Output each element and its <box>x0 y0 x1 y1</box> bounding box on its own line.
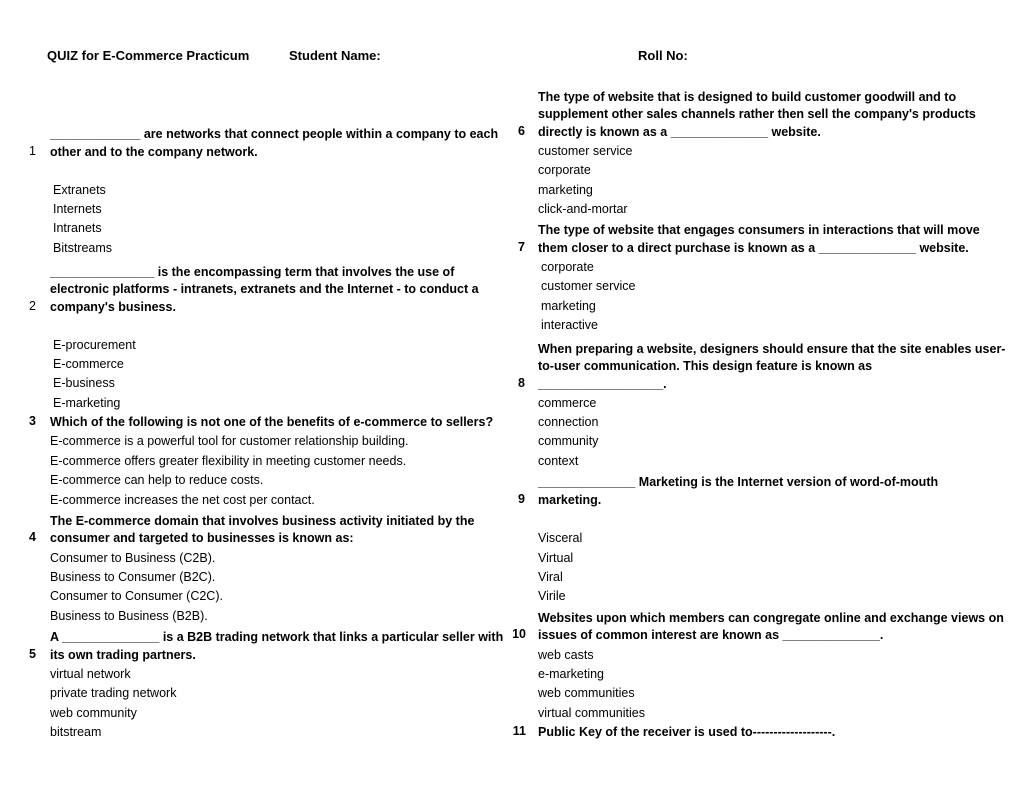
answer-option: E-commerce can help to reduce costs. <box>50 473 264 487</box>
answer-option: bitstream <box>50 725 102 739</box>
answer-option: web community <box>50 706 137 720</box>
answer-option: Internets <box>53 202 102 216</box>
answer-option: corporate <box>538 163 591 177</box>
answer-option: customer service <box>541 279 636 293</box>
roll-no-label: Roll No: <box>638 48 688 63</box>
question-text-line: Websites upon which members can congregate online and exchange views on <box>538 611 1004 625</box>
question-text-line: _______________ is the encompassing term that involves the use of <box>50 265 455 279</box>
answer-option: context <box>538 454 579 468</box>
answer-option: Intranets <box>53 221 102 235</box>
answer-option: customer service <box>538 144 633 158</box>
question-text-line: directly is known as a ______________ website. <box>538 125 821 139</box>
answer-option: commerce <box>538 396 597 410</box>
question-number: 10 <box>512 627 526 641</box>
answer-option: click-and-mortar <box>538 202 628 216</box>
question-text-line: Public Key of the receiver is used to-------------------. <box>538 725 836 739</box>
question-text-line: issues of common interest are known as ______________. <box>538 628 884 642</box>
question-text-line: __________________. <box>538 377 667 391</box>
answer-option: connection <box>538 415 599 429</box>
answer-option: E-business <box>53 376 115 390</box>
question-number: 3 <box>29 414 36 428</box>
quiz-title: QUIZ for E-Commerce Practicum <box>47 48 250 63</box>
answer-option: virtual communities <box>538 706 645 720</box>
answer-option: Virtual <box>538 551 574 565</box>
question-number: 8 <box>518 376 525 390</box>
answer-option: Bitstreams <box>53 241 113 255</box>
question-text-line: A ______________ is a B2B trading network that links a particular seller with <box>50 630 504 644</box>
question-text-line: supplement other sales channels rather then sell the company's products <box>538 107 976 121</box>
answer-option: web casts <box>538 648 594 662</box>
question-text-line: them closer to a direct purchase is known as a ______________ website. <box>538 241 969 255</box>
question-number: 1 <box>29 144 36 158</box>
answer-option: Visceral <box>538 531 583 545</box>
answer-option: corporate <box>541 260 594 274</box>
answer-option: community <box>538 434 599 448</box>
answer-option: Consumer to Consumer (C2C). <box>50 589 223 603</box>
question-number: 2 <box>29 299 36 313</box>
answer-option: Consumer to Business (C2B). <box>50 551 216 565</box>
question-text-line: electronic platforms - intranets, extranets and the Internet - to conduct a <box>50 282 479 296</box>
answer-option: e-marketing <box>538 667 604 681</box>
question-number: 11 <box>512 724 526 738</box>
answer-option: E-commerce <box>53 357 124 371</box>
student-name-label: Student Name: <box>289 48 381 63</box>
answer-option: marketing <box>538 183 593 197</box>
answer-option: Business to Consumer (B2C). <box>50 570 216 584</box>
answer-option: web communities <box>538 686 635 700</box>
answer-option: Business to Business (B2B). <box>50 609 208 623</box>
question-text-line: ______________ Marketing is the Internet version of word-of-mouth <box>538 475 939 489</box>
question-number: 7 <box>518 240 525 254</box>
answer-option: private trading network <box>50 686 177 700</box>
question-text-line: The E-commerce domain that involves business activity initiated by the <box>50 514 475 528</box>
answer-option: virtual network <box>50 667 131 681</box>
answer-option: Virile <box>538 589 566 603</box>
question-text-line: company's business. <box>50 300 176 314</box>
answer-option: Extranets <box>53 183 106 197</box>
answer-option: E-procurement <box>53 338 136 352</box>
answer-option: Viral <box>538 570 563 584</box>
answer-option: E-commerce is a powerful tool for customer relationship building. <box>50 434 409 448</box>
question-text-line: its own trading partners. <box>50 648 196 662</box>
question-text-line: other and to the company network. <box>50 145 258 159</box>
question-text-line: Which of the following is not one of the benefits of e-commerce to sellers? <box>50 415 494 429</box>
question-text-line: _____________ are networks that connect people within a company to each <box>50 127 499 141</box>
question-text-line: When preparing a website, designers should ensure that the site enables user- <box>538 342 1006 356</box>
answer-option: E-commerce increases the net cost per contact. <box>50 493 315 507</box>
question-text-line: to-user communication. This design feature is known as <box>538 359 873 373</box>
answer-option: marketing <box>541 299 596 313</box>
question-text-line: The type of website that is designed to build customer goodwill and to <box>538 90 957 104</box>
question-text-line: The type of website that engages consumers in interactions that will move <box>538 223 980 237</box>
question-number: 6 <box>518 124 525 138</box>
question-text-line: consumer and targeted to businesses is known as: <box>50 531 354 545</box>
question-number: 4 <box>29 530 36 544</box>
answer-option: interactive <box>541 318 598 332</box>
answer-option: E-commerce offers greater flexibility in meeting customer needs. <box>50 454 407 468</box>
question-text-line: marketing. <box>538 493 602 507</box>
answer-option: E-marketing <box>53 396 121 410</box>
question-number: 9 <box>518 492 525 506</box>
question-number: 5 <box>29 647 36 661</box>
